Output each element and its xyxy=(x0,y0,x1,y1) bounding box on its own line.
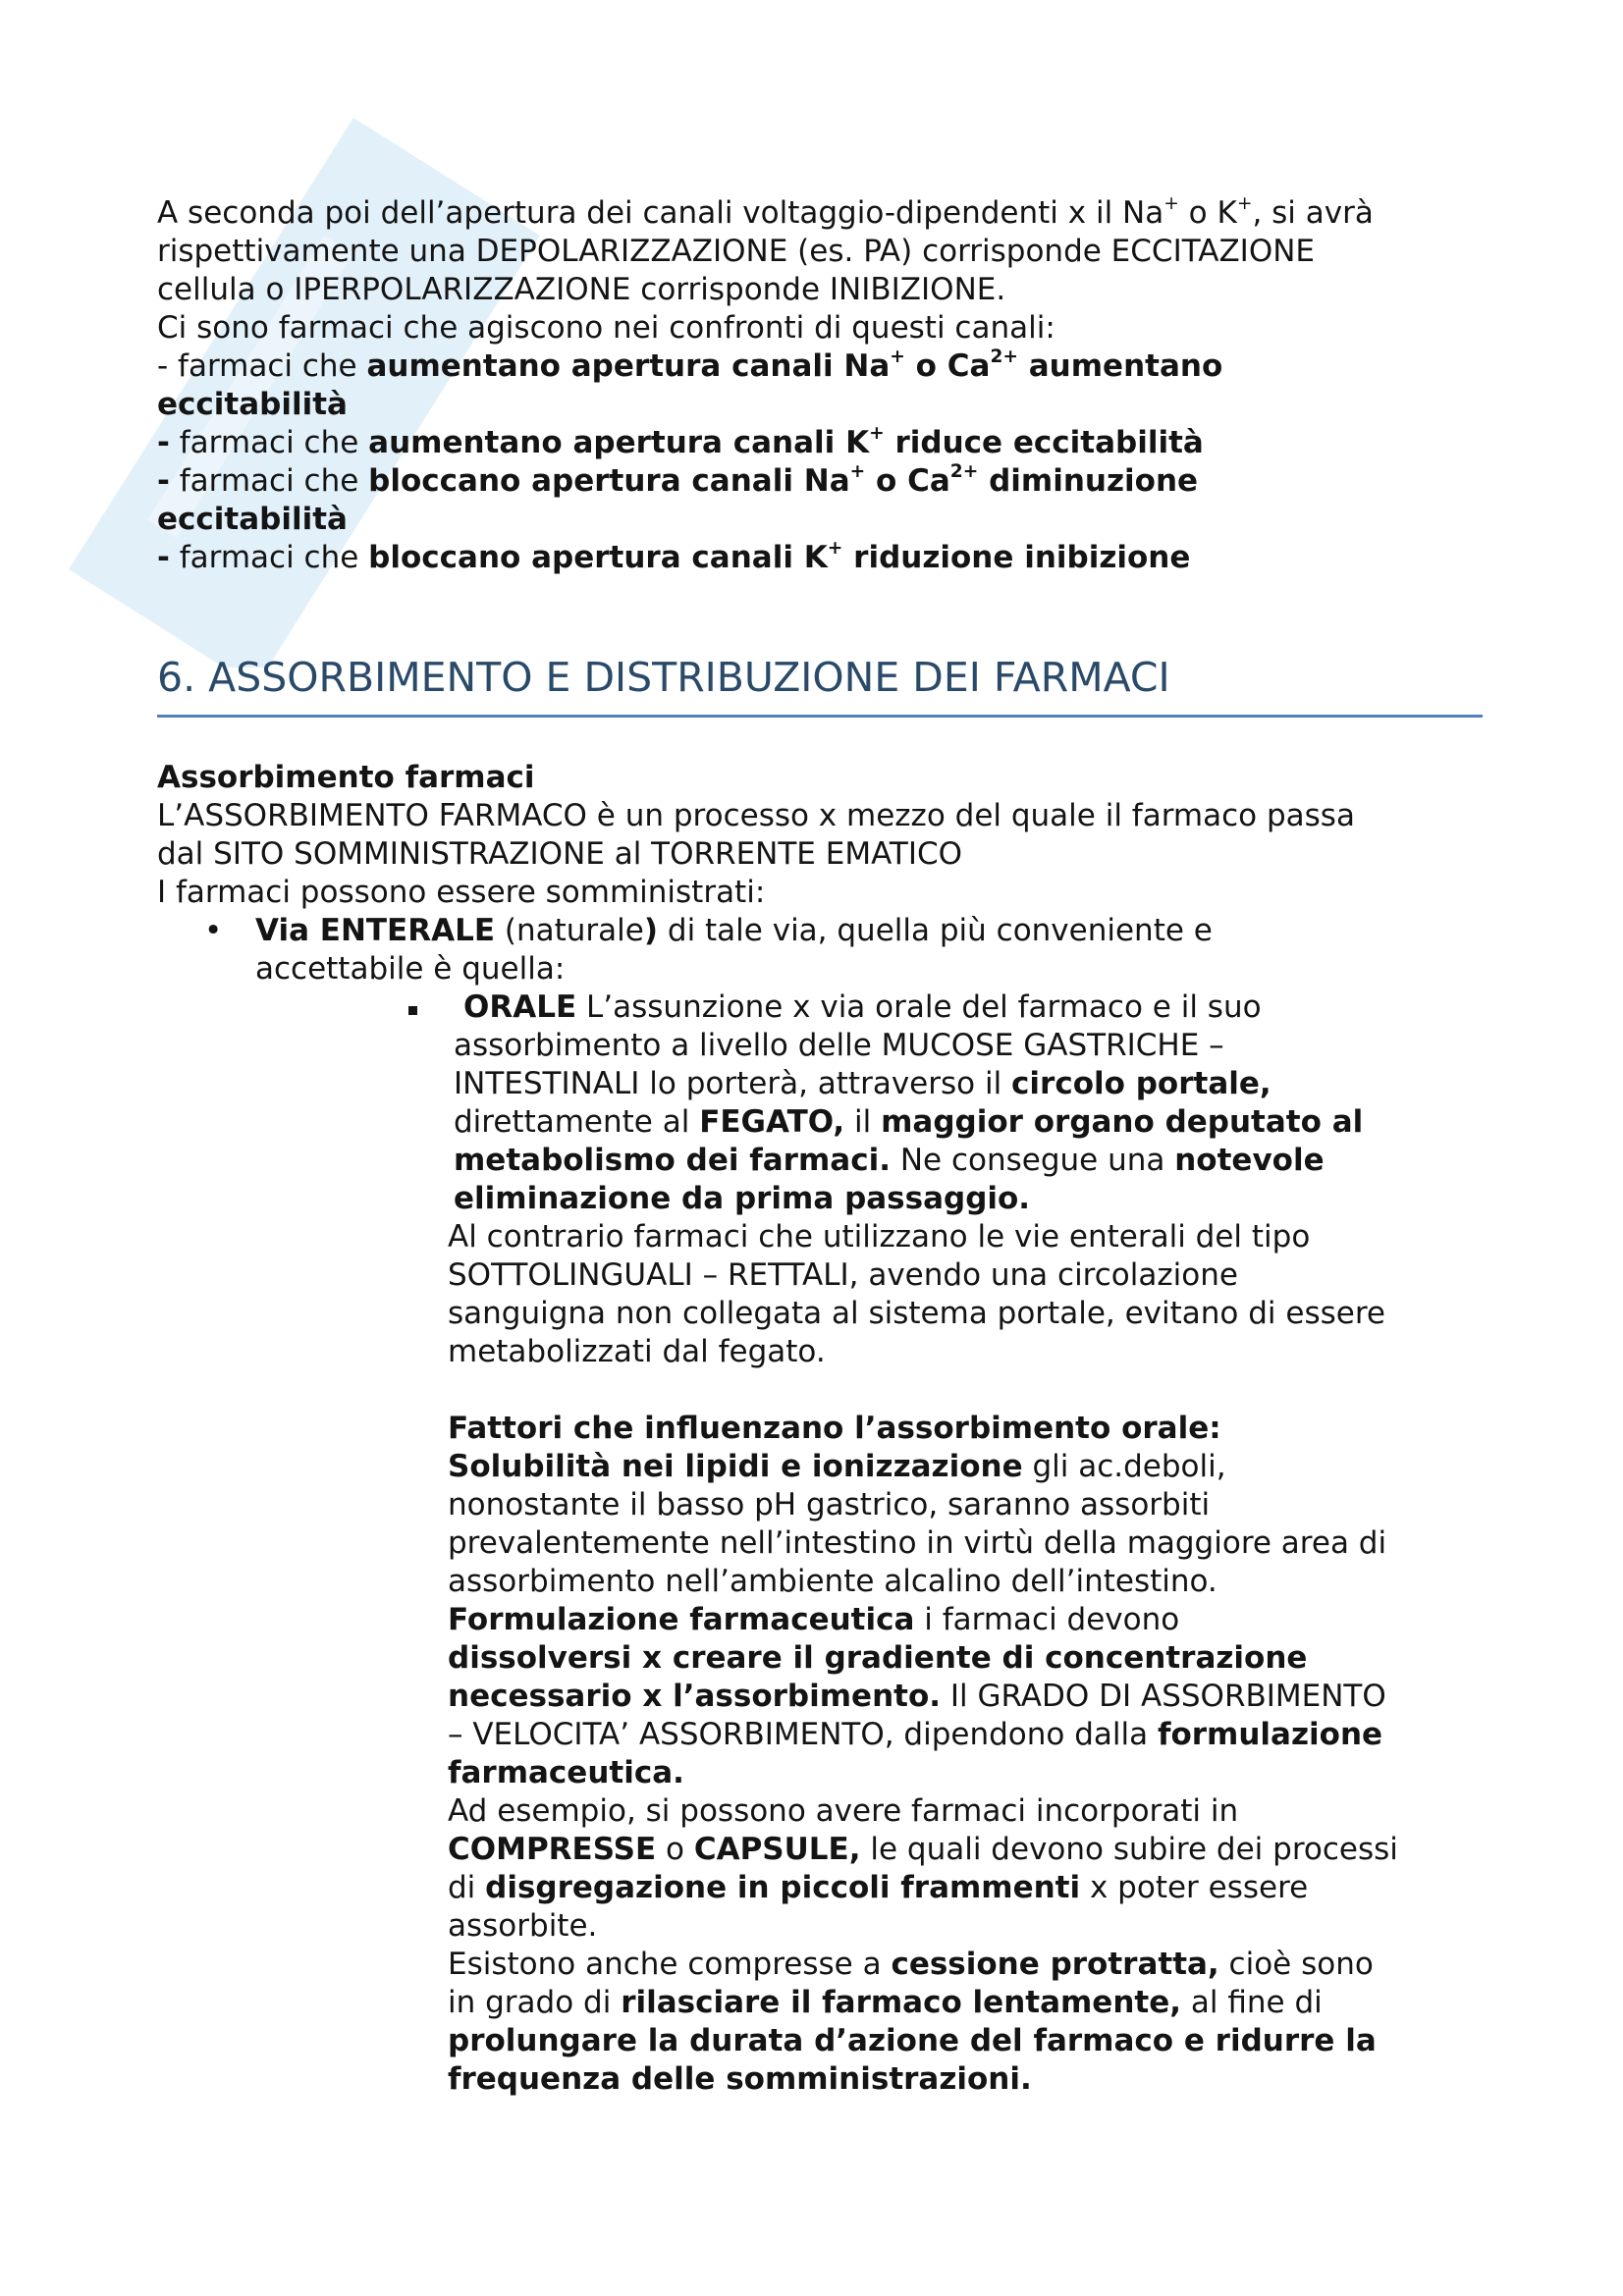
contrario-line-4: metabolizzati dal fegato. xyxy=(448,1334,826,1369)
list-item-3-cont: eccitabilità xyxy=(157,502,348,537)
orale-line-4: direttamente al FEGATO, il maggior organo deputato al xyxy=(454,1104,1364,1140)
cessione-line-1: Esistono anche compresse a cessione protratta, cioè sono xyxy=(448,1947,1374,1982)
fattori-s2-line-2: dissolversi x creare il gradiente di concentrazione xyxy=(448,1640,1308,1676)
intro-line-3: cellula o IPERPOLARIZZAZIONE corrisponde INIBIZIONE. xyxy=(157,272,1006,307)
list-item-1: - farmaci che aumentano apertura canali Na+ o $Ca^{2+}$ aumentano xyxy=(157,346,1223,384)
list-item-2: - farmaci che aumentano apertura canali K+ riduce eccitabilità xyxy=(157,422,1204,460)
orale-line-5: metabolismo dei farmaci. Ne consegue una notevole xyxy=(454,1143,1325,1178)
esempio-line-3: di disgregazione in piccoli frammenti x poter essere xyxy=(448,1870,1309,1905)
section-p3: I farmaci possono essere somministrati: xyxy=(157,875,766,910)
section-p1: L’ASSORBIMENTO FARMACO è un processo x mezzo del quale il farmaco passa xyxy=(157,798,1355,833)
orale-line-2: assorbimento a livello delle MUCOSE GASTRICHE – xyxy=(454,1028,1224,1063)
fattori-s1-line-4: assorbimento nell’ambiente alcalino dell’intestino. xyxy=(448,1564,1217,1599)
fattori-s2-line-5: farmaceutica. xyxy=(448,1755,684,1790)
esempio-line-2: COMPRESSE o CAPSULE, le quali devono subire dei processi xyxy=(448,1832,1398,1867)
esempio-line-1: Ad esempio, si possono avere farmaci incorporati in xyxy=(448,1793,1239,1829)
orale-line-1: ORALE L’assunzione x via orale del farmaco e il suo xyxy=(463,989,1262,1025)
square-bullet-icon xyxy=(408,1006,417,1015)
bullet-enterale: Via ENTERALE (naturale) di tale via, quella più conveniente e xyxy=(255,913,1213,948)
contrario-line-1: Al contrario farmaci che utilizzano le vie enterali del tipo xyxy=(448,1219,1311,1255)
subsection-title: Assorbimento farmaci xyxy=(157,760,535,795)
fattori-s2-line-3: necessario x l’assorbimento. Il GRADO DI ASSORBIMENTO xyxy=(448,1679,1386,1714)
section-heading: 6. ASSORBIMENTO E DISTRIBUZIONE DEI FARMACI xyxy=(157,654,1170,701)
contrario-line-3: sanguigna non collegata al sistema portale, evitano di essere xyxy=(448,1296,1385,1331)
list-item-3: - farmaci che bloccano apertura canali Na+ o $Ca^{2+}$ diminuzione xyxy=(157,460,1199,499)
bullet-dot-icon: • xyxy=(204,913,223,948)
list-item-4: - farmaci che bloccano apertura canali K+ riduzione inibizione xyxy=(157,537,1191,575)
fattori-s1-line-1: Solubilità nei lipidi e ionizzazione gli ac.deboli, xyxy=(448,1449,1226,1484)
list-item-1-cont: eccitabilità xyxy=(157,387,348,422)
bullet-enterale-cont: accettabile è quella: xyxy=(255,951,566,987)
intro-line-2: rispettivamente una DEPOLARIZZAZIONE (es. PA) corrisponde ECCITAZIONE xyxy=(157,234,1315,269)
contrario-line-2: SOTTOLINGUALI – RETTALI, avendo una circolazione xyxy=(448,1257,1238,1293)
intro-line-1: A seconda poi dell’apertura dei canali voltaggio-dipendenti x il Na+ o K+, si avrà xyxy=(157,192,1374,231)
orale-line-3: INTESTINALI lo porterà, attraverso il circolo portale, xyxy=(454,1066,1271,1101)
cessione-line-3: prolungare la durata d’azione del farmaco e ridurre la xyxy=(448,2023,1377,2058)
section-p2: dal SITO SOMMINISTRAZIONE al TORRENTE EMATICO xyxy=(157,836,963,872)
intro-line-4: Ci sono farmaci che agiscono nei confronti di questi canali: xyxy=(157,310,1055,346)
cessione-line-2: in grado di rilasciare il farmaco lentamente, al fine di xyxy=(448,1985,1323,2020)
fattori-s2-line-1: Formulazione farmaceutica i farmaci devono xyxy=(448,1602,1180,1637)
heading-rule xyxy=(157,715,1483,718)
fattori-s1-line-2: nonostante il basso pH gastrico, saranno assorbiti xyxy=(448,1487,1211,1522)
esempio-line-4: assorbite. xyxy=(448,1908,598,1944)
cessione-line-4: frequenza delle somministrazioni. xyxy=(448,2061,1032,2097)
fattori-title: Fattori che influenzano l’assorbimento orale: xyxy=(448,1411,1221,1446)
orale-line-6: eliminazione da prima passaggio. xyxy=(454,1181,1031,1216)
fattori-s1-line-3: prevalentemente nell’intestino in virtù della maggiore area di xyxy=(448,1525,1387,1561)
fattori-s2-line-4: – VELOCITA’ ASSORBIMENTO, dipendono dalla formulazione xyxy=(448,1717,1383,1752)
